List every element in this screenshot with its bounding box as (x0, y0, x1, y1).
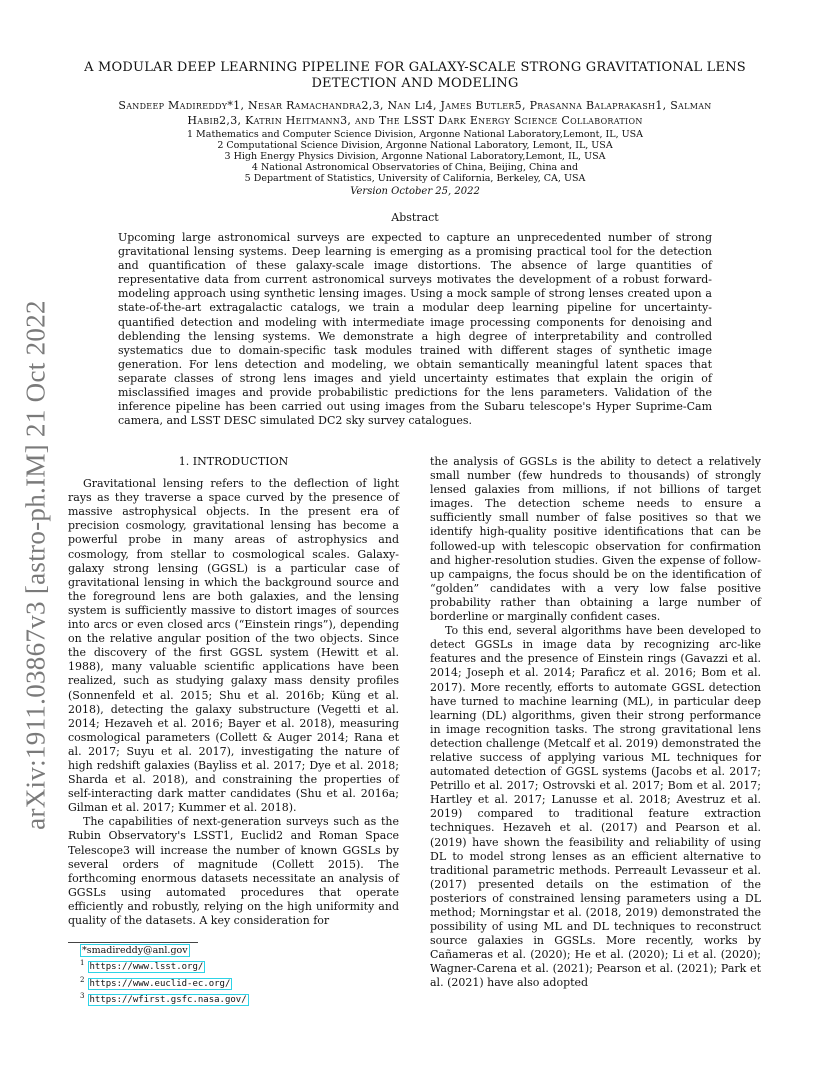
abstract-text: Upcoming large astronomical surveys are expected to capture an unprecedented number of strong gravitational lensing systems. Deep learning is emerging as a promising practical tool for the detection and quantification of these galaxy-scale image distortions. The absence of large quantities of representative data from current astronomical surveys motivates the development of a robust forward-modeling approach using synthetic lensing images. Using a mock sample of strong lenses created upon a state-of-the-art extragalactic catalogs, we train a modular deep learning pipeline for uncertainty-quantified detection and modeling with intermediate image processing components for denoising and deblending the lensing systems. We demonstrate a high degree of interpretability and controlled systematics due to domain-specific task modules trained with different stages of synthetic image generation. For lens detection and modeling, we obtain semantically meaningful latent spaces that separate classes of strong lens images and yield uncertainty estimates that explain the origin of misclassified images and provide probabilistic predictions for the lens parameters. Validation of the inference pipeline has been carried out using images from the Subaru telescope's Hyper Suprime-Cam camera, and LSST DESC simulated DC2 sky survey catalogues. (118, 231, 712, 428)
left-column (68, 455, 399, 928)
footnote-link-euclid[interactable]: https://www.euclid-ec.org/ (89, 978, 231, 989)
authors-line-1: Sandeep Madireddy*1, Nesar Ramachandra2,3, Nan Li4, James Butler5, Prasanna Balaprakash1, Salman (118, 99, 712, 112)
version-date: Version October 25, 2022 (350, 186, 480, 197)
section-heading: 1. INTRODUCTION (178, 455, 289, 468)
affiliation-list (60, 129, 770, 184)
affiliation-1: 1 Mathematics and Computer Science Division, Argonne National Laboratory,Lemont, IL, USA (186, 129, 644, 140)
paper-title (60, 60, 770, 92)
footnote-link-wfirst[interactable]: https://wfirst.gsfc.nasa.gov/ (89, 995, 247, 1006)
email-link[interactable]: *smadireddy@anl.gov (82, 945, 188, 956)
arxiv-stamp-text: arXiv:1911.03867v3 [astro-ph.IM] 21 Oct 2022 (20, 300, 51, 830)
affiliation-4: 4 National Astronomical Observatories of China, Beijing, China and (251, 162, 579, 173)
paper-header (60, 60, 770, 197)
intro-paragraph-1: Gravitational lensing refers to the deflection of light rays as they traverse a space curved by the presence of massive astrophysical objects. In the present era of precision cosmology, gravitational lensing has become a powerful probe in many areas of astrophysics and cosmology, from stellar to cosmological scales. Galaxy-galaxy strong lensing (GGSL) is a particular case of gravitational lensing in which the background source and the foreground lens are both galaxies, and the lensing system is sufficiently massive to distort images of sources into arcs or even closed arcs (“Einstein rings”), depending on the relative angular position of the two objects. Since the discovery of the first GGSL system (Hewitt et al. 1988), many valuable scientific applications have been realized, such as studying galaxy mass density profiles (Sonnenfeld et al. 2015; Shu et al. 2016b; Küng et al. 2018), detecting the galaxy substructure (Vegetti et al. 2014; Hezaveh et al. 2016; Bayer et al. 2018), measuring cosmological parameters (Collett & Auger 2014; Rana et al. 2017; Suyu et al. 2017), investigating the nature of high redshift galaxies (Bayliss et al. 2017; Dye et al. 2018; Sharda et al. 2018), and constraining the properties of self-interacting dark matter candidates (Shu et al. 2016a; Gilman et al. 2017; Kummer et al. 2018). (68, 477, 399, 815)
affiliation-3: 3 High Energy Physics Division, Argonne National Laboratory,Lemont, IL, USA (224, 151, 606, 162)
authors-line-2: Habib2,3, Katrin Heitmann3, and The LSST Dark Energy Science Collaboration (187, 114, 643, 127)
abstract-heading: Abstract (391, 211, 439, 224)
intro-paragraph-2: The capabilities of next-generation surveys such as the Rubin Observatory's LSST1, Euclid2 and Roman Space Telescope3 will increase the number of known GGSLs by several orders of magnitude (Collett 2015). The forthcoming enormous datasets necessitate an analysis of GGSLs using automated procedures that operate efficiently and robustly, relying on the high uniformity and quality of the datasets. A key consideration for (68, 815, 399, 927)
right-column (430, 455, 761, 991)
intro-paragraph-3: the analysis of GGSLs is the ability to detect a relatively small number (few hundreds to thousands) of strongly lensed galaxies from millions, if not billions of target images. The detection scheme needs to ensure a sufficiently small number of false positives so that we identify high-quality positive identifications that can be followed-up with telescopic observation for confirmation and higher-resolution studies. Given the expense of follow-up campaigns, the focus should be on the identification of “golden” candidates with a very low false positive probability rather than obtaining a large number of borderline or marginally confident cases. (430, 455, 761, 624)
affiliation-2: 2 Computational Science Division, Argonne National Laboratory, Lemont, IL, USA (217, 140, 613, 151)
affiliation-5: 5 Department of Statistics, University of California, Berkeley, CA, USA (244, 173, 586, 184)
footnote-link-lsst[interactable]: https://www.lsst.org/ (89, 962, 204, 973)
title-line-2: DETECTION AND MODELING (311, 76, 519, 91)
author-list (60, 98, 770, 128)
title-line-1: A MODULAR DEEP LEARNING PIPELINE FOR GALAXY-SCALE STRONG GRAVITATIONAL LENS (84, 60, 746, 75)
footnotes: *smadireddy@anl.gov $^1$ https://www.lsst.org/ $^2$ https://www.euclid-ec.org/ $^3$ https://wfirst.gsfc.nasa.gov/ (80, 945, 247, 1006)
footnote-rule (68, 942, 198, 943)
intro-paragraph-4: To this end, several algorithms have been developed to detect GGSLs in image data by recognizing arc-like features and the presence of Einstein rings (Gavazzi et al. 2014; Joseph et al. 2014; Paraficz et al. 2016; Bom et al. 2017). More recently, efforts to automate GGSL detection have turned to machine learning (ML), in particular deep learning (DL) algorithms, given their strong performance in image recognition tasks. The strong gravitational lens detection challenge (Metcalf et al. 2019) demonstrated the relative success of applying various ML techniques for automated detection of GGSL systems (Jacobs et al. 2017; Petrillo et al. 2017; Ostrovski et al. 2017; Bom et al. 2017; Hartley et al. 2017; Lanusse et al. 2018; Avestruz et al. 2019) compared to traditional feature extraction techniques. Hezaveh et al. (2017) and Pearson et al. (2019) have shown the feasibility and reliability of using DL to model strong lenses as an efficient alternative to traditional parametric methods. Perreault Levasseur et al. (2017) presented details on the estimation of the posteriors of constrained lensing parameters using a DL method; Morningstar et al. (2018, 2019) demonstrated the possibility of using ML and DL techniques to reconstruct source galaxies in GGSLs. More recently, works by Cañameras et al. (2020); He et al. (2020); Li et al. (2020); Wagner-Carena et al. (2021); Pearson et al. (2021); Park et al. (2021) have also adopted (430, 624, 761, 990)
